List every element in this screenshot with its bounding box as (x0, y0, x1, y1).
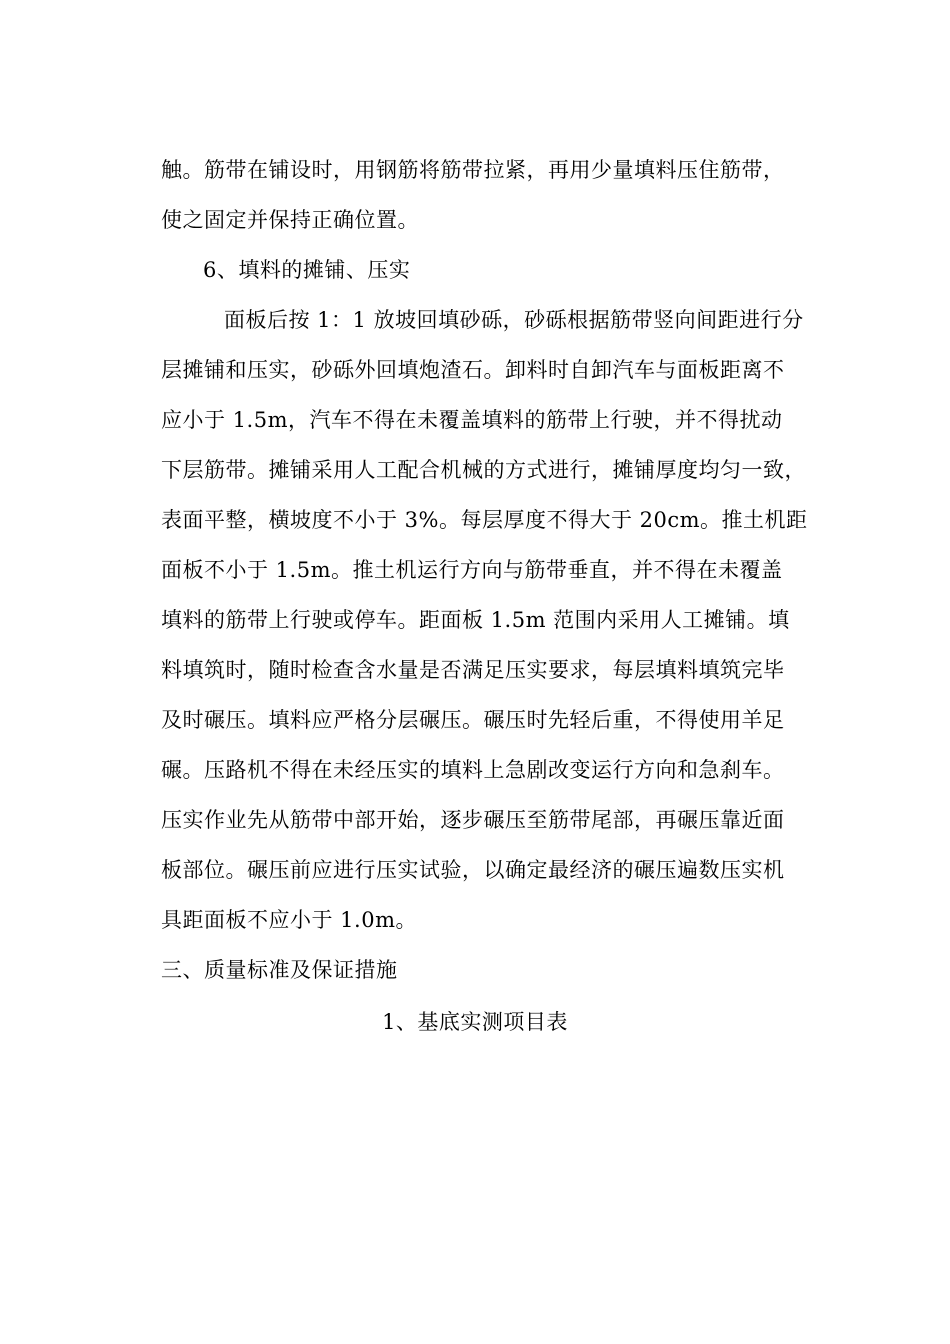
paragraph-line: 板部位。碾压前应进行压实试验，以确定最经济的碾压遍数压实机 (161, 858, 785, 882)
paragraph-line: 使之固定并保持正确位置。 (161, 208, 419, 232)
section-heading: 三、质量标准及保证措施 (161, 958, 398, 982)
paragraph-line: 表面平整，横坡度不小于 3%。每层厚度不得大于 20cm。推土机距 (161, 508, 808, 532)
paragraph-line: 面板后按 1：1 放坡回填砂砾，砂砾根据筋带竖向间距进行分 (224, 308, 804, 332)
paragraph-line: 具距面板不应小于 1.0m。 (161, 908, 417, 932)
paragraph-line: 应小于 1.5m，汽车不得在未覆盖填料的筋带上行驶，并不得扰动 (161, 408, 783, 432)
paragraph-line: 及时碾压。填料应严格分层碾压。碾压时先轻后重，不得使用羊足 (161, 708, 785, 732)
paragraph-line: 碾。压路机不得在未经压实的填料上急剧改变运行方向和急刹车。 (161, 758, 785, 782)
paragraph-line: 压实作业先从筋带中部开始，逐步碾压至筋带尾部，再碾压靠近面 (161, 808, 785, 832)
paragraph-line: 下层筋带。摊铺采用人工配合机械的方式进行，摊铺厚度均匀一致， (161, 458, 806, 482)
paragraph-line: 面板不小于 1.5m。推土机运行方向与筋带垂直，并不得在未覆盖 (161, 558, 783, 582)
paragraph-line: 触。筋带在铺设时，用钢筋将筋带拉紧，再用少量填料压住筋带， (161, 158, 785, 182)
table-caption: 1、基底实测项目表 (382, 1010, 568, 1034)
section-heading: 6、填料的摊铺、压实 (203, 258, 411, 282)
paragraph-line: 料填筑时，随时检查含水量是否满足压实要求，每层填料填筑完毕 (161, 658, 785, 682)
paragraph-line: 层摊铺和压实，砂砾外回填炮渣石。卸料时自卸汽车与面板距离不 (161, 358, 785, 382)
paragraph-line: 填料的筋带上行驶或停车。距面板 1.5m 范围内采用人工摊铺。填 (161, 608, 790, 632)
